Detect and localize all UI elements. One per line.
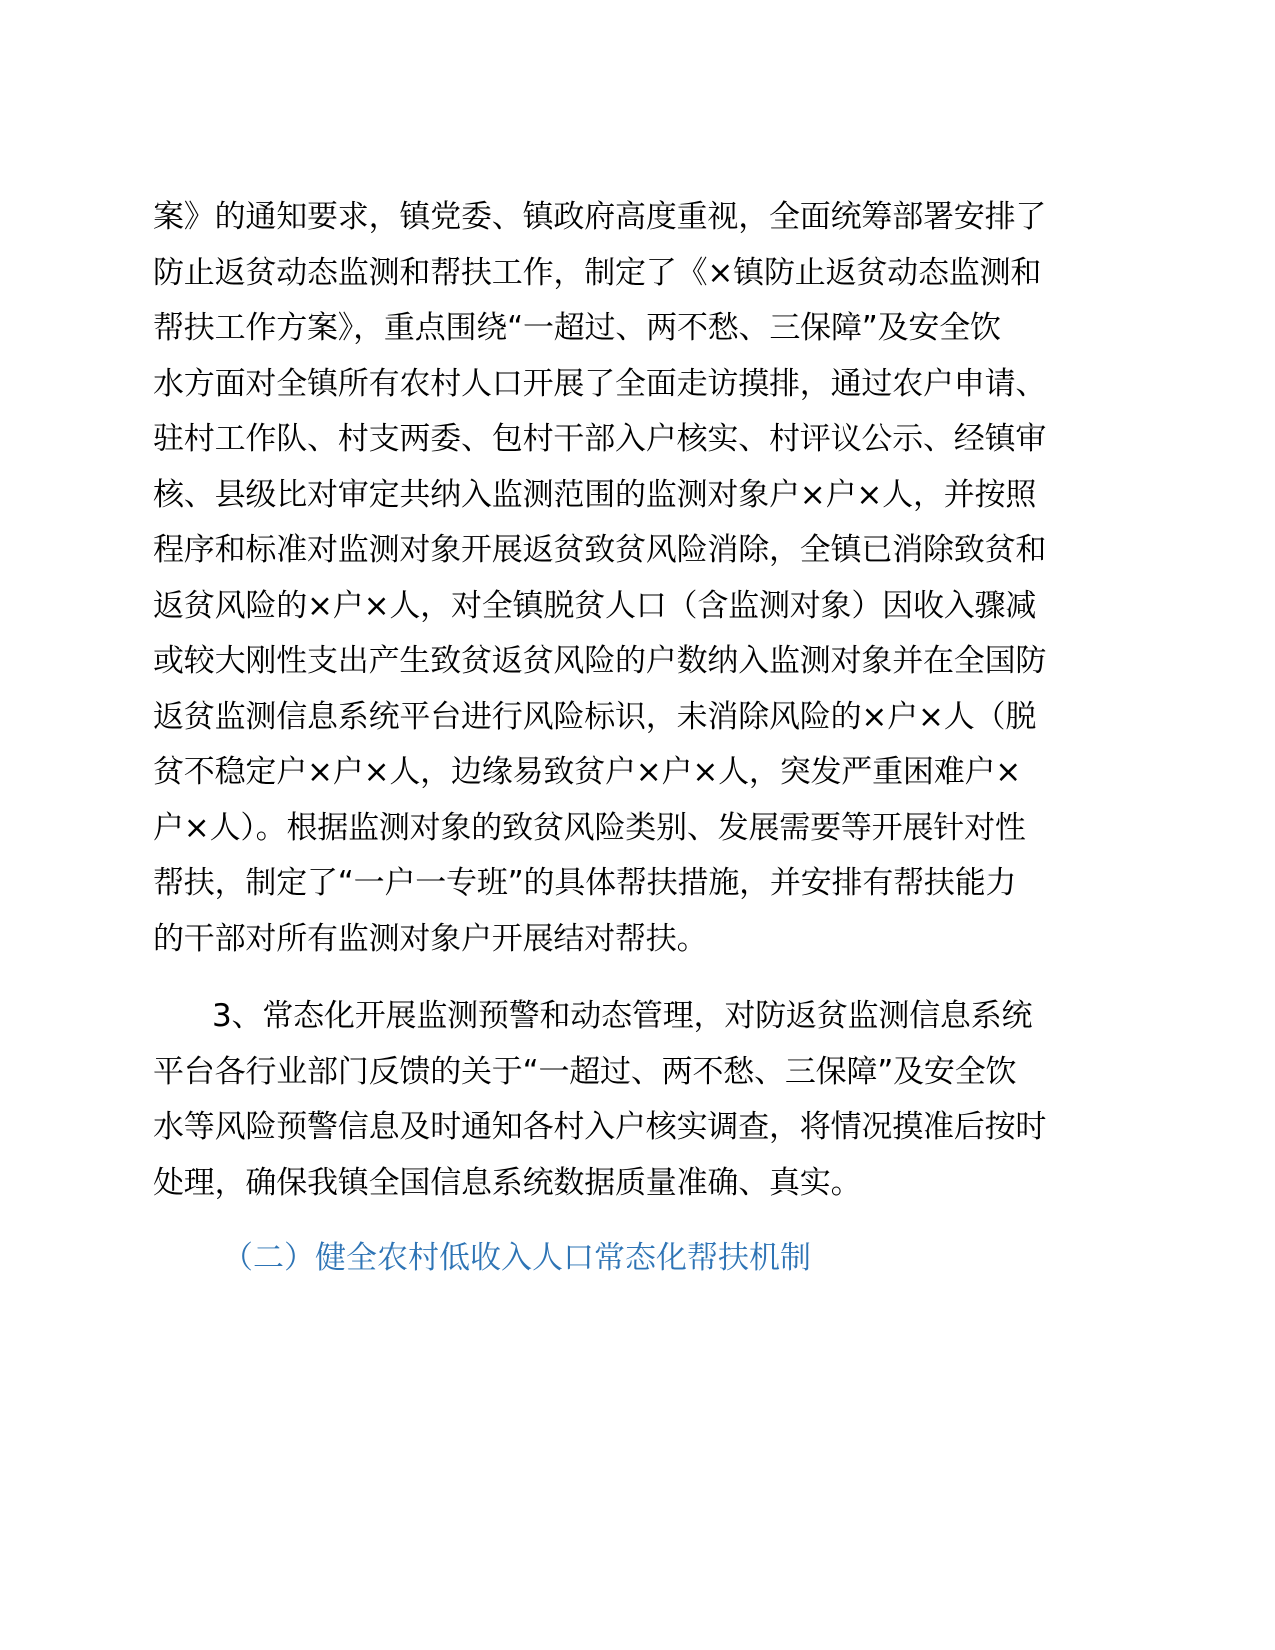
paragraph-2-line: 处理，确保我镇全国信息系统数据质量准确、真实。 — [153, 1165, 862, 1201]
paragraph-1-line: 案》的通知要求，镇党委、镇政府高度重视，全面统筹部署安排了 — [153, 199, 1047, 235]
paragraph-1-line: 的干部对所有监测对象户开展结对帮扶。 — [153, 921, 708, 957]
paragraph-1-line: 防止返贫动态监测和帮扶工作，制定了《×镇防止返贫动态监测和 — [153, 255, 1042, 291]
paragraph-2-line: 水等风险预警信息及时通知各村入户核实调查，将情况摸准后按时 — [153, 1109, 1047, 1145]
paragraph-1-line: 户×人）。根据监测对象的致贫风险类别、发展需要等开展针对性 — [153, 810, 1026, 846]
paragraph-1-line: 帮扶，制定了“一户一专班”的具体帮扶措施，并安排有帮扶能力 — [153, 865, 1017, 901]
paragraph-1-line: 水方面对全镇所有农村人口开展了全面走访摸排，通过农户申请、 — [153, 366, 1047, 402]
paragraph-1-line: 核、县级比对审定共纳入监测范围的监测对象户×户×人，并按照 — [153, 477, 1037, 513]
paragraph-2-line: 平台各行业部门反馈的关于“一超过、两不愁、三保障”及安全饮 — [153, 1054, 1017, 1090]
paragraph-1-line: 或较大刚性支出产生致贫返贫风险的户数纳入监测对象并在全国防 — [153, 643, 1047, 679]
paragraph-1-line: 返贫风险的×户×人，对全镇脱贫人口（含监测对象）因收入骤减 — [153, 588, 1037, 624]
section-heading: （二）健全农村低收入人口常态化帮扶机制 — [222, 1240, 811, 1276]
paragraph-1-line: 驻村工作队、村支两委、包村干部入户核实、村评议公示、经镇审 — [153, 421, 1047, 457]
paragraph-1-line: 返贫监测信息系统平台进行风险标识，未消除风险的×户×人（脱 — [153, 699, 1037, 735]
paragraph-1-line: 帮扶工作方案》，重点围绕“一超过、两不愁、三保障”及安全饮 — [153, 310, 1001, 346]
paragraph-1-line: 贫不稳定户×户×人，边缘易致贫户×户×人，突发严重困难户× — [153, 754, 1022, 790]
paragraph-1-line: 程序和标准对监测对象开展返贫致贫风险消除，全镇已消除致贫和 — [153, 532, 1047, 568]
paragraph-2-line: 3、常态化开展监测预警和动态管理，对防返贫监测信息系统 — [212, 998, 1033, 1034]
